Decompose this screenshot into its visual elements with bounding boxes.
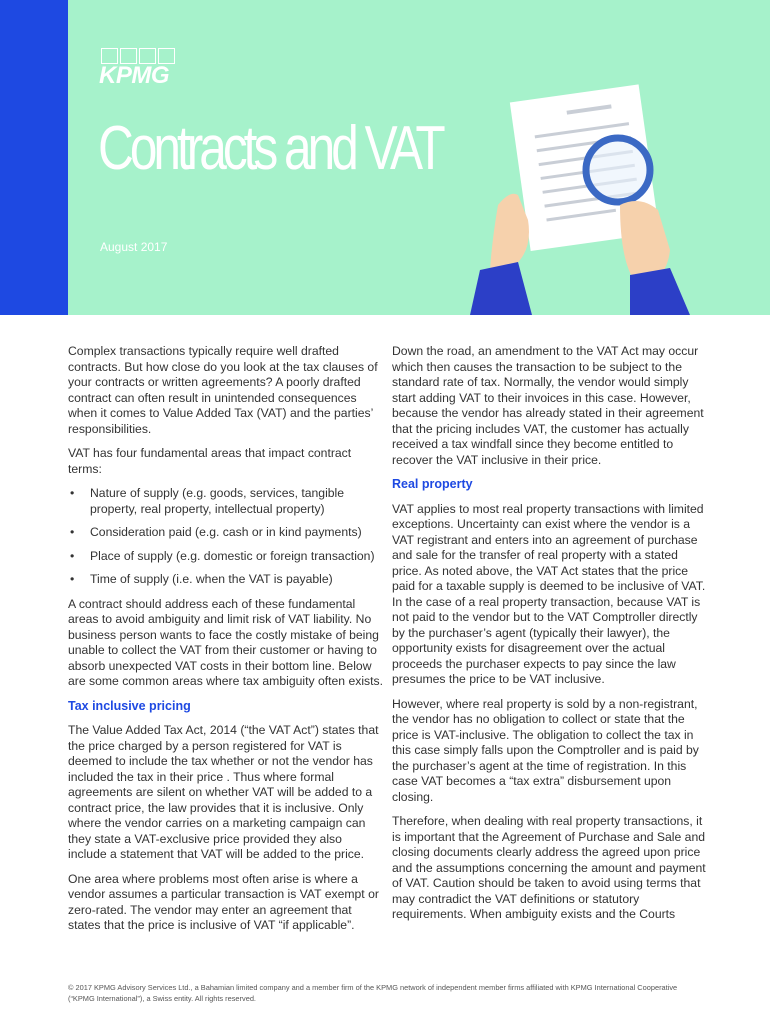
intro-paragraph: Complex transactions typically require well drafted contracts. But how close do you look at the tax clauses of your contracts or written agreements? A poorly drafted contract can often result in unintended consequences when it comes to Value Added Tax (VAT) and the parties’ responsibilities. [68,344,378,436]
contract-paragraph: A contract should address each of these fundamental areas to avoid ambiguity and limit risk of VAT liability. No business person wants to face the costly mistake of being unable to collect the VAT from their customer or having to absorb unexpected VAT costs in their bottom line. Below are some common areas where tax ambiguity often exists. [68,596,383,688]
problems-paragraph: One area where problems most often arise is where a vendor assumes a particular transaction is VAT exempt or zero-rated. The vendor may enter an agreement that states that the price is inclusive of VAT “if applicable”. [68,871,379,932]
left-hand [490,194,529,275]
right-sleeve [630,268,690,315]
left-sleeve [470,262,532,315]
list-item: • Time of supply (i.e. when the VAT is payable) [68,572,383,588]
heading-tax-inclusive-pricing: Tax inclusive pricing [68,698,191,713]
list-item: • Place of supply (e.g. domestic or foreign transaction) [68,549,383,565]
publication-date: August 2017 [100,240,168,254]
heading-real-property: Real property [392,477,473,491]
document-magnifier-illustration [470,70,740,315]
copyright-footer: © 2017 KPMG Advisory Services Ltd., a Bahamian limited company and a member firm of the KPMG network of independent member firms affiliated with KPMG International Cooperative (“KPMG International”), a Swiss entity. All rights reserved. [68,983,678,1003]
logo-text: KPMG [99,62,169,89]
right-column [392,344,707,932]
list-item: • Consideration paid (e.g. cash or in kind payments) [68,525,383,541]
real-property-paragraph: VAT applies to most real property transactions with limited exceptions. Uncertainty can exist where the vendor is a VAT registrant and enters into an agreement of purchase and sale for the transfer of real property with a stated price. As noted above, the VAT Act states that the price paid for a taxable supply is deemed to be inclusive of VAT. In the case of a real property transaction, because VAT is not paid to the vendor but to the VAT Comptroller directly by the purchaser’s agent (typically their lawyer), the opportunity exists for disagreement over the actual proceeds the purchaser expects to pay since the law presumes the price to be VAT inclusive. [392,501,706,686]
vat-act-paragraph: The Value Added Tax Act, 2014 (“the VAT Act”) states that the price charged by a person registered for VAT is deemed to include the tax whether or not the vendor has included the tax in their price . Thus where formal agreements are silent on whether VAT will be added to a contract price, the law provides that it is inclusive. Only where the vendor carries on a marketing campaign can they state a VAT-exclusive price provided they also include a statement that VAT will be added to the price. [68,723,379,861]
four-areas-paragraph: VAT has four fundamental areas that impact contract terms: [68,446,352,476]
therefore-paragraph: Therefore, when dealing with real property transactions, it is important that the Agreement of Purchase and Sale and closing documents clearly address the agreed upon price and the assumptions concerning the amount and payment of VAT. Caution should be taken to avoid using terms that may contradict the VAT definitions or statutory requirements. When ambiguity exists and the Courts [392,814,706,921]
page-title: Contracts and VAT [98,114,442,183]
amendment-paragraph: Down the road, an amendment to the VAT Act may occur which then causes the transaction to be subject to the standard rate of tax. Normally, the vendor would simply start adding VAT to their invoices in this case. However, because the vendor has already stated in their agreement that the pricing includes VAT, the customer has actually received a tax windfall since they become entitled to recover the VAT inclusive in their price. [392,344,704,467]
list-item: • Nature of supply (e.g. goods, services, tangible property, real property, intellectual property) [68,486,383,517]
non-registrant-paragraph: However, where real property is sold by a non-registrant, the vendor has no obligation to collect or state that the price is VAT-inclusive. The obligation to collect the tax in this case simply falls upon the Comptroller and is paid by the purchaser’s agent at the time of registration. In this case VAT becomes a “tax extra” disbursement upon closing. [392,696,699,804]
cover-blue-strip [0,0,68,315]
left-column [68,344,383,943]
kpmg-logo [99,48,179,88]
magnifier-lens [586,138,650,202]
vat-areas-list [68,486,383,588]
